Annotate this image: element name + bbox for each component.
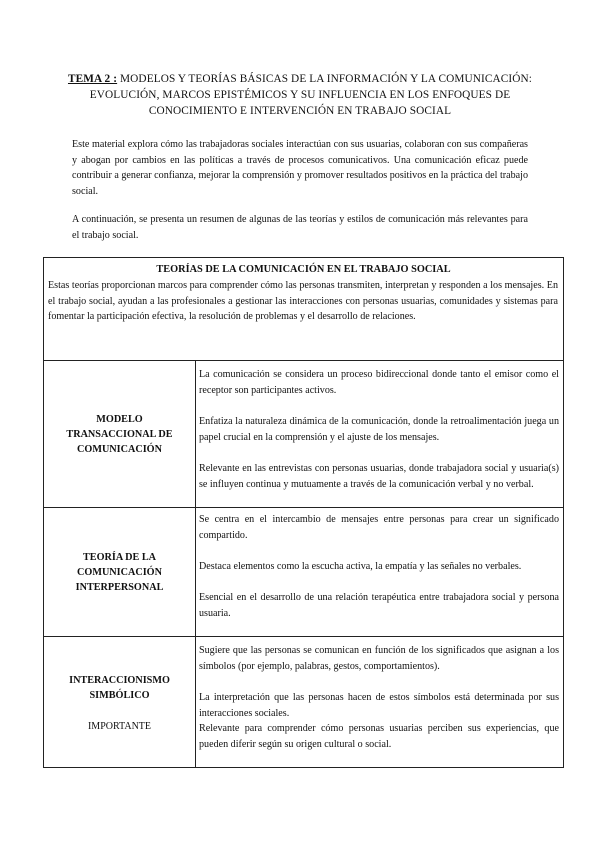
explanation-paragraph: Sugiere que las personas se comunican en función de los significados que asignan a los símbolos (por ejemplo, palabras, gestos, comportamientos). [199,645,559,672]
explanation-paragraph: La interpretación que las personas hacen de estos símbolos está determinada por sus interacciones sociales. [199,692,559,719]
explanation-paragraph: Esencial en el desarrollo de una relación terapéutica entre trabajadora social y persona usuaria. [199,592,559,619]
explanation-paragraph: La comunicación se considera un proceso bidireccional donde tanto el emisor como el receptor son participantes activos. [199,369,559,396]
importance-tag: IMPORTANTE [87,720,152,732]
table-row [44,361,563,508]
explanation-paragraph: Relevante para comprender cómo personas usuarias perciben sus experiencias, que pueden diferir según su origen cultural o social. [199,723,559,750]
topic-label: TEMA 2 : [67,73,118,85]
concept-cell [44,361,196,507]
explanation-paragraph: Enfatiza la naturaleza dinámica de la comunicación, donde la retroalimentación juega un papel crucial en la comprensión y el ajuste de los mensajes. [199,416,559,443]
table-description: Estas teorías proporcionan marcos para comprender cómo las personas transmiten, interpretan y responden a los mensajes. En el trabajo social, ayudan a las profesionales a gestionar las interacciones con personas usuarias, comunidades y sistemas para fomentar la participación efectiva, la resolución de problemas y el desarrollo de relaciones. [48,280,558,323]
explanation-cell [199,508,559,636]
concept-cell [44,637,196,767]
explanation-paragraph: Se centra en el intercambio de mensajes entre personas para crear un significado compartido. [199,514,559,541]
concept-name: MODELO TRANSACCIONAL DE COMUNICACIÓN [66,413,173,455]
explanation-paragraph: Destaca elementos como la escucha activa, la empatía y las señales no verbales. [199,561,522,572]
table-header [44,258,563,361]
intro-paragraph-2: A continuación, se presenta un resumen de algunas de las teorías y estilos de comunicación más relevantes para el trabajo social. [72,214,528,241]
topic-title: MODELOS Y TEORÍAS BÁSICAS DE LA INFORMACIÓN Y LA COMUNICACIÓN: EVOLUCIÓN, MARCOS EPISTÉMICOS Y SU INFLUENCIA EN LOS ENFOQUES DE CONOCIMIENTO E INTERVENCIÓN EN TRABAJO SOCIAL [89,73,533,117]
theories-table [43,257,564,768]
concept-name: TEORÍA DE LA COMUNICACIÓN INTERPERSONAL [75,551,164,593]
table-title: TEORÍAS DE LA COMUNICACIÓN EN EL TRABAJO SOCIAL [156,264,451,275]
table-row [44,508,563,637]
explanation-paragraph: Relevante en las entrevistas con personas usuarias, donde trabajadora social y usuaria(s) se influyen continua y mutuamente a través de la comunicación verbal y no verbal. [199,463,559,490]
concept-cell [44,508,196,636]
concept-name: INTERACCIONISMO SIMBÓLICO [69,674,170,701]
intro-paragraph-1: Este material explora cómo las trabajadoras sociales interactúan con sus usuarias, colaboran con sus compañeras y abogan por cambios en las políticas a través de procesos comunicativos. Una comunicación eficaz puede contribuir a generar confianza, mejorar la comprensión y promover resultados positivos en la práctica del trabajo social. [72,139,528,197]
explanation-cell [199,637,559,767]
table-row [44,637,563,767]
explanation-cell [199,361,559,507]
document-title [60,71,540,119]
